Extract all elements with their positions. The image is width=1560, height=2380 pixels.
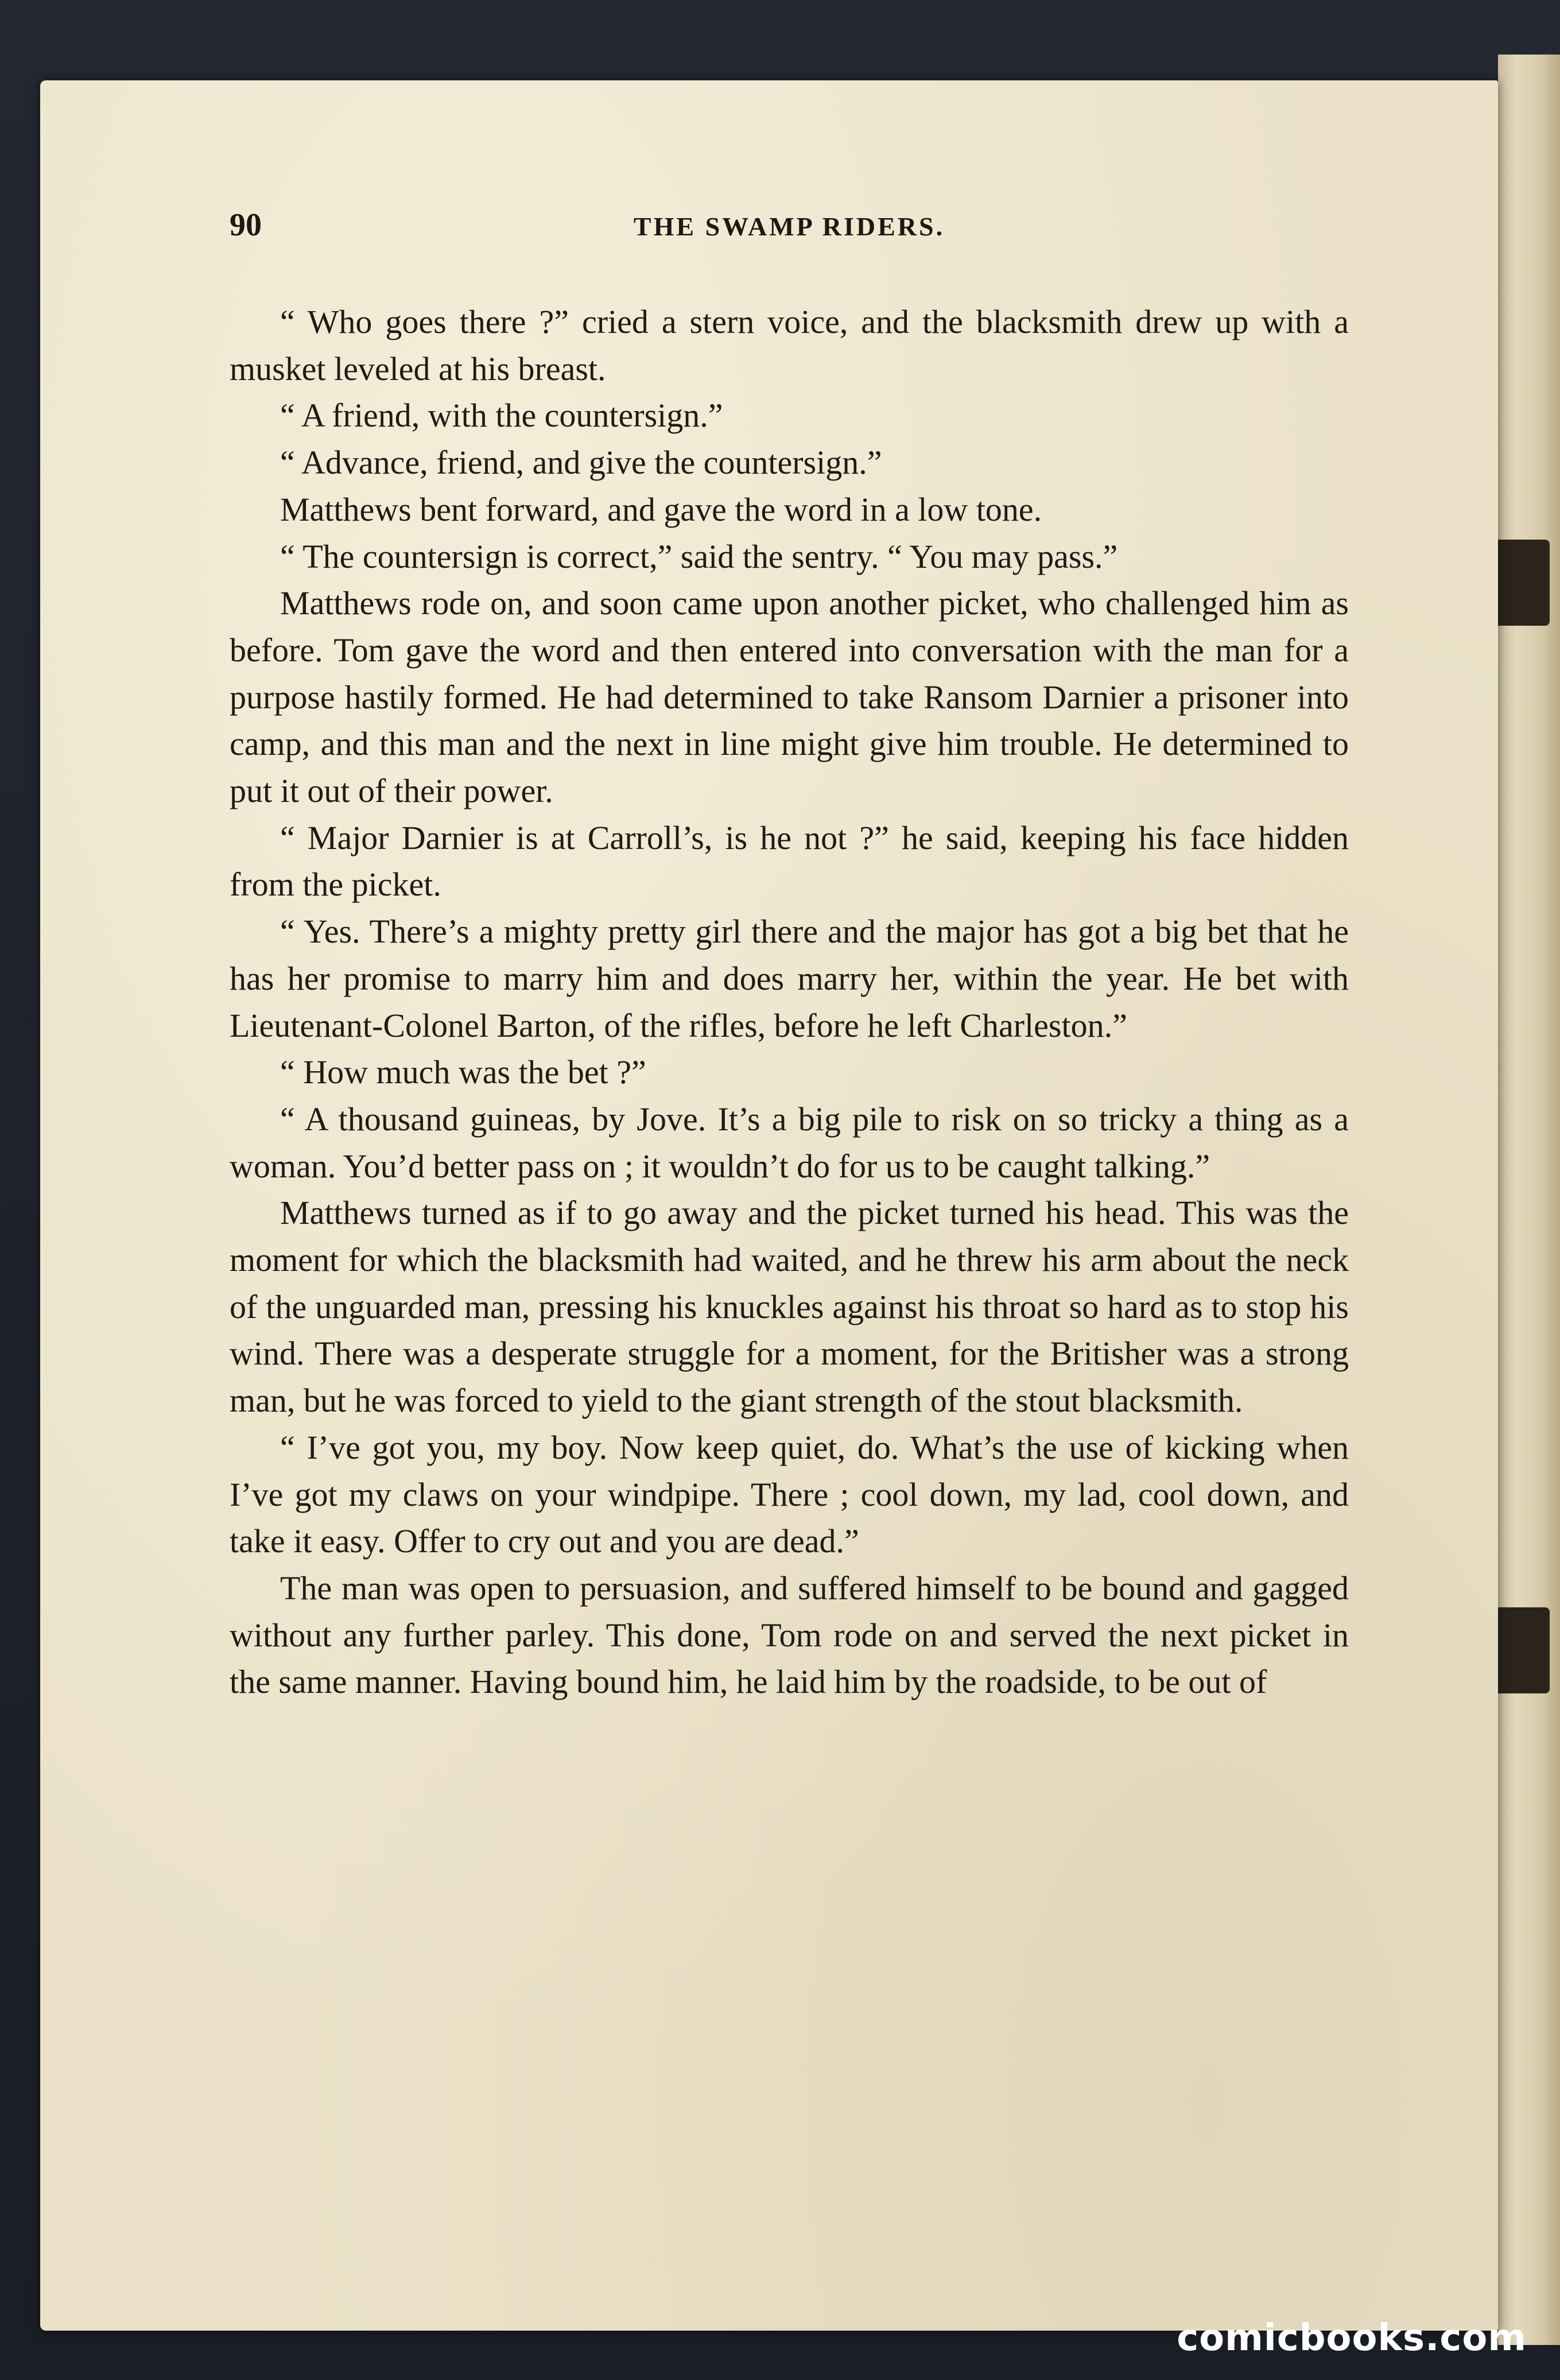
- paragraph: “ A thousand guineas, by Jove. It’s a big pile to risk on so tricky a thing as a woman. You’d better pass on ; it wouldn’t do for us to be caught talking.”: [230, 1100, 1349, 1185]
- paragraph: Matthews turned as if to go away and the picket turned his head. This was the moment for which the blacksmith had waited, and he threw his arm about the neck of the unguarded man, pressing his knuckles against his throat so hard as to stop his wind. There was a desperate struggle for a moment, for the Britisher was a strong man, but he was forced to yield to the giant strength of the stout blacksmith.: [230, 1194, 1349, 1420]
- watermark: comicbooks.com: [1177, 2317, 1527, 2359]
- body-text: [230, 299, 1349, 1705]
- paragraph: “ Yes. There’s a mighty pretty girl there and the major has got a big bet that he has her promise to marry him and does marry her, within the year. He bet with Lieutenant-Colonel Barton, of the rifles, before he left Charleston.”: [230, 913, 1349, 1044]
- paragraph: Matthews bent forward, and gave the word in a low tone.: [280, 490, 1042, 528]
- paragraph: “ Advance, friend, and give the countersign.”: [280, 444, 882, 482]
- paragraph: “ A friend, with the countersign.”: [280, 397, 723, 435]
- paragraph: “ I’ve got you, my boy. Now keep quiet, do. What’s the use of kicking when I’ve got my claws on your windpipe. There ; cool down, my lad, cool down, and take it easy. Offer to cry out and you are dead.”: [230, 1428, 1349, 1560]
- page-number: 90: [230, 207, 262, 243]
- page-header: [230, 207, 1349, 253]
- running-head: THE SWAMP RIDERS.: [633, 212, 945, 241]
- paragraph: “ The countersign is correct,” said the sentry. “ You may pass.”: [280, 537, 1118, 575]
- paragraph: The man was open to persuasion, and suffered himself to be bound and gagged without any further parley. This done, Tom rode on and served the next picket in the same manner. Having bound him, he laid him by the roadside, to be out of: [230, 1569, 1349, 1701]
- paragraph: “ Who goes there ?” cried a stern voice, and the blacksmith drew up with a musket leveled at his breast.: [230, 303, 1349, 387]
- paragraph: “ Major Darnier is at Carroll’s, is he not ?” he said, keeping his face hidden from the picket.: [230, 819, 1349, 904]
- page-edge: [1498, 55, 1560, 2345]
- paragraph: “ How much was the bet ?”: [280, 1053, 646, 1091]
- paragraph: Matthews rode on, and soon came upon another picket, who challenged him as before. Tom gave the word and then entered into conversation with the man for a purpose hastily formed. He had determined to take Ransom Darnier a prisoner into camp, and this man and the next in line might give him trouble. He determined to put it out of their power.: [230, 584, 1349, 810]
